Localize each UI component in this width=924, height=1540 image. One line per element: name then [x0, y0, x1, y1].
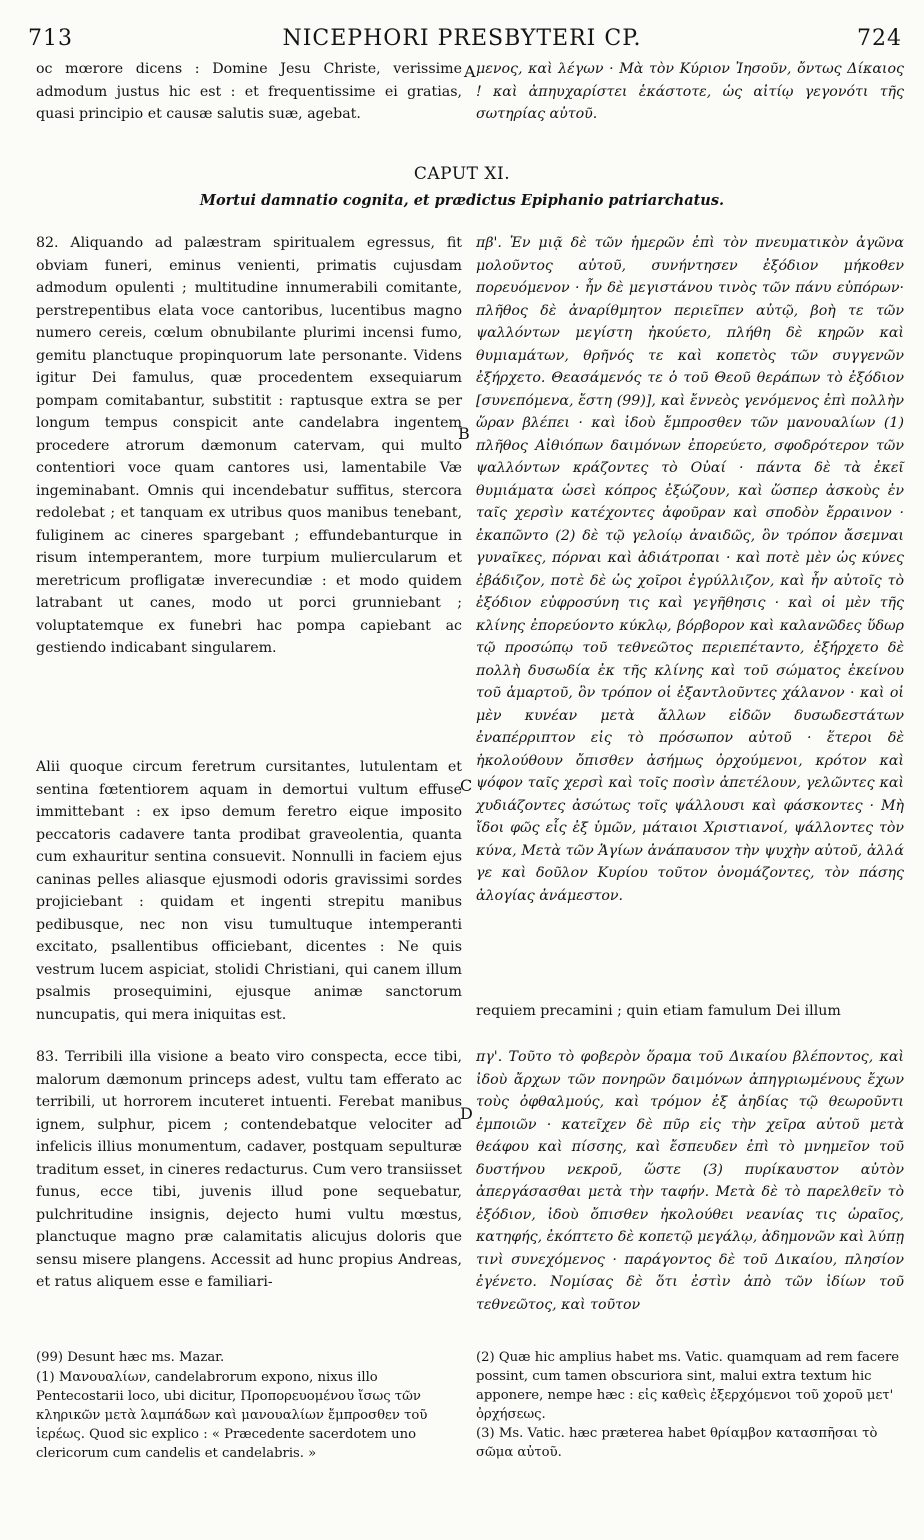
footnote-99: (99) Desunt hæc ms. Mazar. — [36, 1350, 225, 1365]
latin-continuation-right: requiem precamini ; quin etiam famulum Dei illum — [476, 1003, 841, 1019]
latin-top-continuation: oc mœrore dicens : Domine Jesu Christe, verissime admodum justus hic est : et frequentissime ei gratias, quasi principio et causæ salutis suæ, agebat. — [36, 61, 462, 122]
chapter-subtitle: Mortui damnatio cognita, et prædictus Epiphanio patriarchatus. — [199, 192, 725, 209]
footnote-2: (2) Quæ hic amplius habet ms. Vatic. quamquam ad rem facere possint, cum tamen obscuriora sint, malui extra textum hic apponere, nempe hæc : εἰς καθεὶς ἐξερχόμενοι τοῦ χοροῦ μετ' ὀρχήσεως. — [476, 1350, 900, 1422]
chapter-title: CAPUT XI. — [413, 164, 511, 184]
margin-letter-b: B — [458, 424, 470, 443]
right-page-number: 724 — [857, 26, 902, 51]
margin-letter-c: C — [460, 776, 473, 795]
margin-letter-a: A — [464, 62, 476, 81]
left-page-number: 713 — [28, 26, 73, 51]
footnote-3: (3) Ms. Vatic. hæc præterea habet θρίαμβον κατασπῆσαι τὸ σῶμα αὐτοῦ. — [476, 1426, 878, 1460]
margin-letter-d: D — [460, 1104, 473, 1123]
latin-section-83: 83. Terribili illa visione a beato viro conspecta, ecce tibi, malorum dæmonum princeps adest, vultu tam efferato ac terribili, ut horrorem incuteret intuenti. Ferebat manibus ignem, sulphur, picem ; contendebatque velociter ad infelicis illius monumentum, cadaver, postquam sepulturæ traditum esset, in cineres redacturus. Cum vero transiisset funus, ecce tibi, juvenis illud pone sequebatur, pulchritudine insignis, dejecto humi vultu mœstus, planctuque magno præ calamitatis alicujus doloris que sensu misere plangens. Accessit ad hunc propius Andreas, et ratus aliquem esse e familiari- — [36, 1049, 462, 1290]
greek-section-83: πγ'. Τοῦτο τὸ φοβερὸν ὅραμα τοῦ Δικαίου βλέποντος, καὶ ἰδοὺ ἄρχων τῶν πονηρῶν δαιμόνων ἀπηγριωμένους ἔχων τοὺς ὀφθαλμούς, καὶ τρόμον ἐξ ἀηδίας τῷ θεωροῦντι ἐμποιῶν · κατεῖχεν δὲ πῦρ εἰς τὴν χεῖρα αὐτοῦ μετὰ θεάφου καὶ πίσσης, καὶ ἔσπευδεν ἐπὶ τὸ μνημεῖον τοῦ δυστήνου νεκροῦ, ὥστε (3) πυρίκαυστον αὐτὸν ἀπεργάσασθαι μετὰ τὴν ταφήν. Μετὰ δὲ τὸ παρελθεῖν τὸ ἐξόδιον, ἰδοὺ ὄπισθεν ἠκολούθει νεανίας τις ὡραῖος, κατηφής, ἐκόπτετο δὲ κοπετῷ μεγάλῳ, ἀδημονῶν καὶ λύπῃ τινὶ συνεχόμενος · παράγοντος δὲ τοῦ Δικαίου, πλησίον ἐγένετο. Νομίσας δὲ ὅτι ἐστὶν ἀπὸ τῶν ἰδίων τοῦ τεθνεῶτος, καὶ τοῦτον — [476, 1049, 904, 1313]
footnote-1: (1) Μανουαλίων, candelabrorum expono, nixus illo Pentecostarii loco, ubi dicitur, Προπορευομένου ἴσως τῶν κληρικῶν μετὰ λαμπάδων καὶ μανουαλίων ἔμπροσθεν τοῦ ἱερέως. Quod sic explico : « Præcedente sacerdotem uno clericorum cum candelis et candelabris. » — [36, 1370, 428, 1461]
greek-top-continuation: μενος, καὶ λέγων · Μὰ τὸν Κύριον Ἰησοῦν, ὄντως Δίκαιος ! καὶ ἀπηυχαρίστει ἑκάστοτε, ὡς αἰτίῳ γεγονότι τῆς σωτηρίας αὐτοῦ. — [476, 61, 904, 122]
latin-section-82-part-1: 82. Aliquando ad palæstram spiritualem egressus, fit obviam funeri, eminus venienti, primatis cujusdam admodum opulenti ; multitudine innumerabili comitante, perstrepentibus elata voce cantoribus, lucentibus magno numero cereis, cœlum obnubilante plurimi incensi fumo, gemitu planctuque propinquorum late personante. Videns igitur Dei famulus, quæ procedentem exsequiarum pompam comitabantur, substitit : raptusque extra se per longum tempus conspicit ante candelabra ingentem procedere atrorum dæmonum catervam, qui multo contentiori voce quam cantores usi, lamentabile Væ ingeminabant. Omnis qui incendebatur suffitus, stercora redolebat ; et tanquam ex utribus quos manibus tenebant, fuliginem ac cineres spargebant ; effundebanturque in risum intemperantem, more turpium muliercularum et meretricum profligatæ inverecundiæ : et modo quidem latrabant ut canes, modo ut porci grunniebant ; voluptatemque ex funebri hac pompa capiebant ac gestiendo indicabant singularem. — [36, 235, 462, 656]
greek-section-82: πβ'. Ἐν μιᾷ δὲ τῶν ἡμερῶν ἐπὶ τὸν πνευματικὸν ἀγῶνα μολοῦντος αὐτοῦ, συνήντησεν ἐξόδιον μήκοθεν πορευόμενον · ἦν δὲ μεγιστάνου τινὸς τῶν πάνυ εὐπόρων· πλῆθος δὲ ἀναρίθμητον περιεῖπεν αὐτῷ, βοὴ τε τῶν ψαλλόντων μεγίστη ἠκούετο, πλήθη δὲ κηρῶν καὶ θυμιαμάτων, θρῆνός τε καὶ κοπετὸς τῶν συγγενῶν ἐξήρχετο. Θεασάμενός τε ὁ τοῦ Θεοῦ θεράπων τὸ ἐξόδιον [συνεπόμενα, ἔστη (99)], καὶ ἔννεὸς γενόμενος ἐπὶ πολλὴν ὥραν βλέπει · καὶ ἰδοὺ ἔμπροσθεν τῶν μανουαλίων (1) πλῆθος Αἰθιόπων δαιμόνων ἐπορεύετο, σφοδρότερον τῶν ψαλλόντων κράζοντες τὸ Οὐαί · πάντα δὲ τὰ ἐκεῖ θυμιάματα ὡσεὶ κόπρος ἐξώζουν, καὶ ὥσπερ ἀσκοὺς ἐν ταῖς χερσὶν κατέχοντες ἀφοῦραν καὶ σποδὸν ἔρραινον · ἐκαπῶντο (2) δὲ τῷ γελοίῳ ἀναιδῶς, ὃν τρόπον ἄσεμναι γυναῖκες, πόρναι καὶ ἀδιάτροπαι · καὶ ποτὲ μὲν ὡς κύνες ἐβάδιζον, ποτὲ δὲ ὡς χοῖροι ἐγρύλλιζον, καὶ ἦν αὐτοῖς τὸ ἐξόδιον εὐφροσύνη τις καὶ γεγῆθησις · καὶ οἱ μὲν τῆς κλίνης ἐπορεύοντο κύκλῳ, βόρβορον καὶ καλανῶδες ὕδωρ τῷ προσώπῳ τοῦ τεθνεῶτος περιεπέταντο, ἐξήρχετο δὲ πολλὴ δυσωδία ἐκ τῆς κλίνης καὶ τοῦ σώματος ἐκείνου τοῦ ἁμαρτοῦ, ὃν τρόπον οἱ ἐξαντλοῦντες χάλανον · καὶ οἱ μὲν κυνέαν μετὰ ἄλλων εἰδῶν δυσωδεστάτων ἐναπέρριπτον εἰς τὸ πρόσωπον αὐτοῦ · ἕτεροι δὲ ἠκολούθουν ὄπισθεν ἀσήμως ὀρχούμενοι, κρότον καὶ ψόφον ταῖς χερσὶ καὶ τοῖς ποσὶν ἀπετέλουν, γελῶντες καὶ χυδιάζοντες ἀσώτως τοῖς ψάλλουσι καὶ φάσκοντες · Μὴ ἴδοι φῶς εἷς ἐξ ὑμῶν, μάταιοι Χριστιανοί, ψάλλοντες τὸν κύνα, Μετὰ τῶν Ἁγίων ἀνάπαυσον τὴν ψυχὴν αὐτοῦ, ἀλλά γε καὶ δοῦλον Κυρίου τοῦτον ὀνομάζοντες, τὸν πάσης ἀλογίας ἀνάμεστον. — [476, 235, 904, 904]
latin-section-82-part-2: Alii quoque circum feretrum cursitantes, lutulentam et sentina fœtentiorem aquam in demortui vultum effuse immittebant : ex ipso demum feretro eique imposito peccatoris cadavere tanta prodibat graveolentia, quanta cum exhauritur sentina consuevit. Nonnulli in faciem ejus caninas pelles aliasque ejusmodi odoris gravissimi sordes projiciebant : quidam et ingenti strepitu manibus pedibusque, nec non visu tumultuque intemperanti excitato, psallentibus officiebant, dicentes : Ne quis vestrum lucem aspiciat, stolidi Christiani, qui canem illum psalmis prosequimini, ejusque animæ sanctorum nuncupatis, qui mera iniquitas est. — [36, 759, 462, 1023]
running-title: NICEPHORI PRESBYTERI CP. — [282, 26, 642, 51]
